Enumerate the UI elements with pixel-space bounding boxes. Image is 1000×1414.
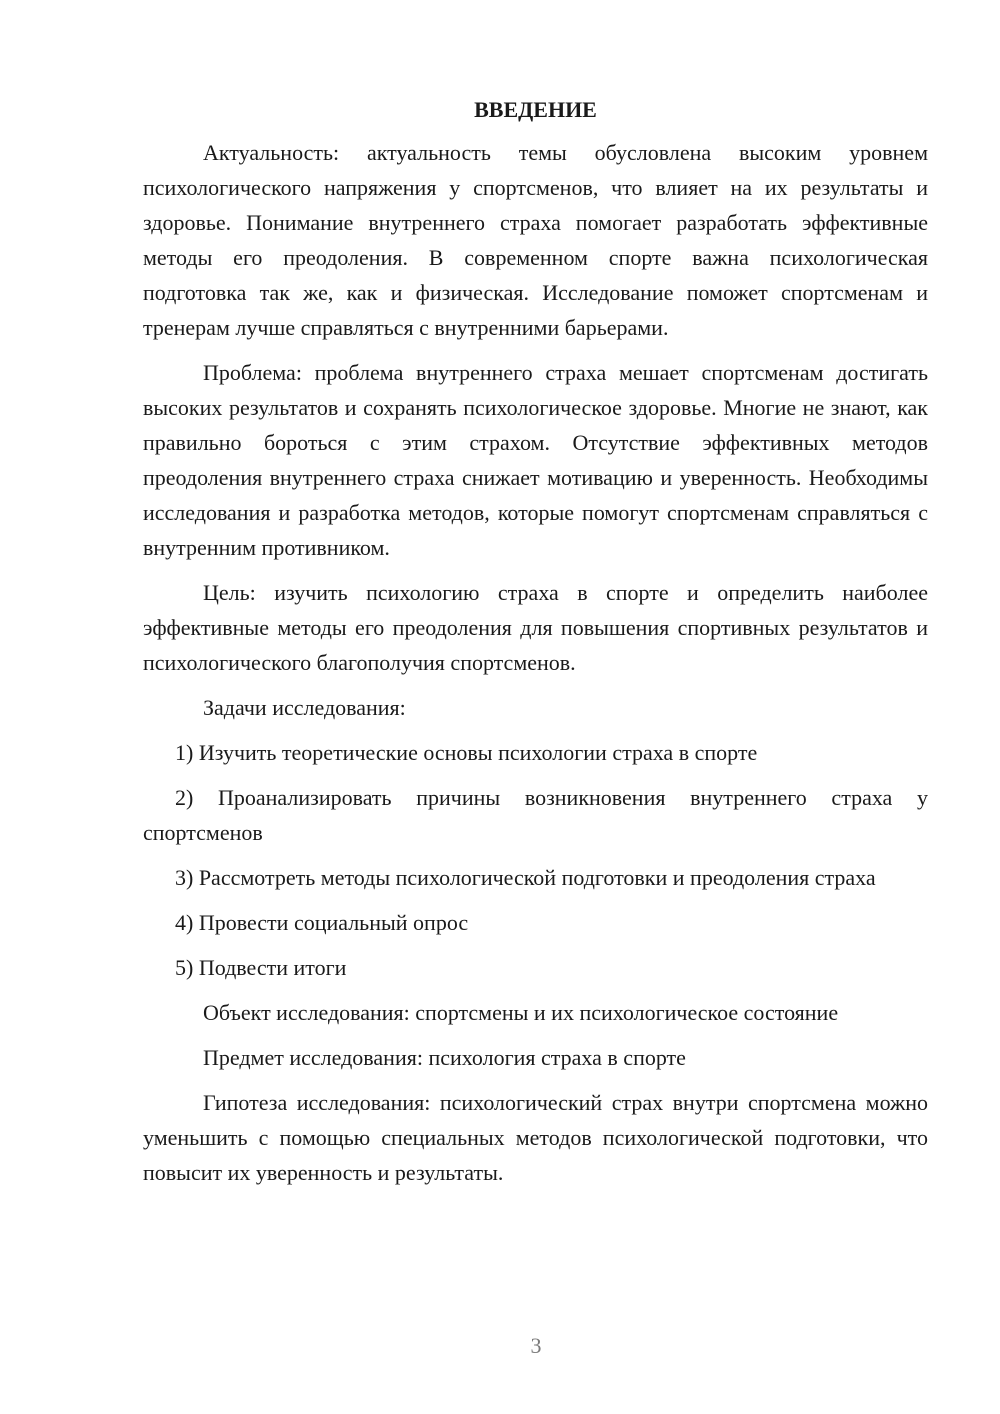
paragraph-object: Объект исследования: спортсмены и их психологическое состояние — [203, 1000, 839, 1025]
task-item-5: 5) Подвести итоги — [175, 955, 347, 980]
task-item-2: 2) Проанализировать причины возникновения внутреннего страха у спортсменов — [143, 785, 928, 845]
paragraph-goal: Цель: изучить психологию страха в спорте и определить наиболее эффективные методы его преодоления для повышения спортивных результатов и психологического благополучия спортсменов. — [143, 580, 928, 675]
paragraph-hypothesis: Гипотеза исследования: психологический страх внутри спортсмена можно уменьшить с помощью специальных методов психологической подготовки, что повысит их уверенность и результаты. — [143, 1090, 928, 1185]
task-item-3: 3) Рассмотреть методы психологической подготовки и преодоления страха — [175, 865, 876, 890]
paragraph-subject: Предмет исследования: психология страха в спорте — [203, 1045, 686, 1070]
paragraph-relevance: Актуальность: актуальность темы обусловлена высоким уровнем психологического напряжения у спортсменов, что влияет на их результаты и здоровье. Понимание внутреннего страха помогает разработать эффективные методы его преодоления. В современном спорте важна психологическая подготовка так же, как и физическая. Исследование поможет спортсменам и тренерам лучше справляться с внутренними барьерами. — [143, 140, 928, 340]
task-item-1: 1) Изучить теоретические основы психологии страха в спорте — [175, 740, 758, 765]
paragraph-problem: Проблема: проблема внутреннего страха мешает спортсменам достигать высоких результатов и сохранять психологическое здоровье. Многие не знают, как правильно бороться с этим страхом. Отсутствие эффективных методов преодоления внутреннего страха снижает мотивацию и уверенность. Необходимы исследования и разработка методов, которые помогут спортсменам справляться с внутренним противником. — [143, 360, 928, 560]
section-title: ВВЕДЕНИЕ — [474, 97, 597, 122]
document-body — [143, 92, 928, 1200]
page-number: 3 — [530, 1333, 542, 1358]
task-item-4: 4) Провести социальный опрос — [175, 910, 469, 935]
paragraph-tasks-heading: Задачи исследования: — [203, 695, 406, 720]
